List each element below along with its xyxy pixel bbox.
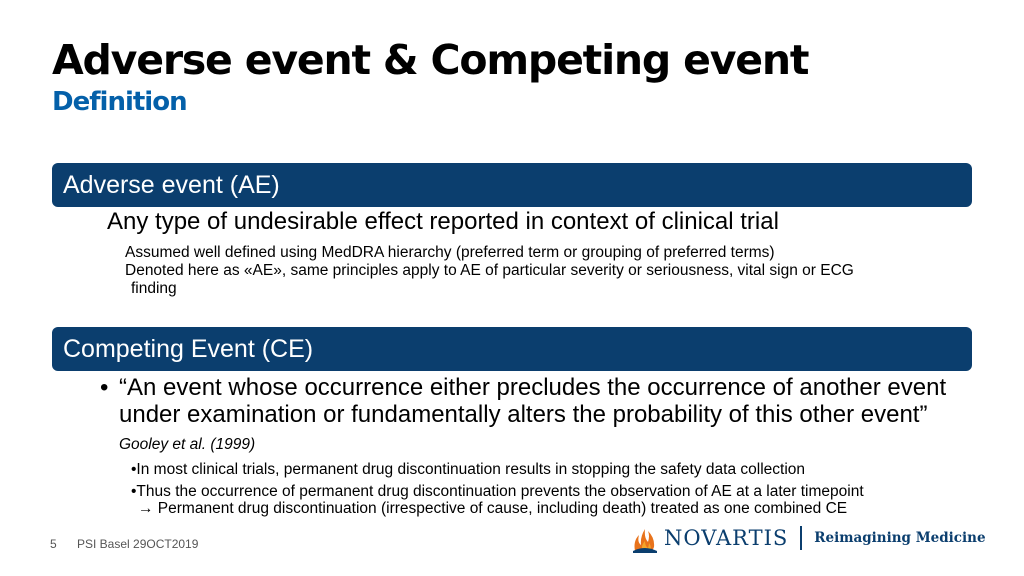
ae-detail-notation: Denoted here as «AE», same principles apply to AE of particular severity or seriousness, vital sign or ECG [125,262,854,279]
ce-quote-text: “An event whose occurrence either precludes the occurrence of another event under examination or fundamentally alters the probability of this other event” [119,374,947,428]
logo-separator [800,526,802,550]
ce-definition-quote [100,374,960,458]
ce-detail-safety-data: •In most clinical trials, permanent drug discontinuation results in stopping the safety data collection [131,461,806,478]
novartis-flame-icon [632,523,658,553]
novartis-logo [632,522,986,554]
ce-detail-discontinuation: •Thus the occurrence of permanent drug discontinuation prevents the observation of AE at a later timepoint [131,483,864,500]
ae-definition: Any type of undesirable effect reported in context of clinical trial [107,208,779,235]
ce-section-header: Competing Event (CE) [52,327,972,371]
ae-section-header: Adverse event (AE) [52,163,972,207]
logo-wordmark: NOVARTIS [664,526,789,550]
ae-detail-notation-cont: finding [131,280,177,297]
bullet-marker: • [100,374,109,401]
ae-detail-meddra: Assumed well defined using MedDRA hierarchy (preferred term or grouping of preferred terms) [125,244,775,261]
ce-detail-conclusion: → Permanent drug discontinuation (irrespective of cause, including death) treated as one combined CE [138,500,848,517]
slide-subtitle: Definition [52,87,187,117]
logo-tagline: Reimagining Medicine [814,530,986,546]
slide-title: Adverse event & Competing event [52,36,809,84]
footer-event: PSI Basel 29OCT2019 [77,537,199,551]
ce-citation: Gooley et al. (1999) [119,436,256,453]
page-number: 5 [50,537,57,551]
ce-quote-block [100,374,960,458]
